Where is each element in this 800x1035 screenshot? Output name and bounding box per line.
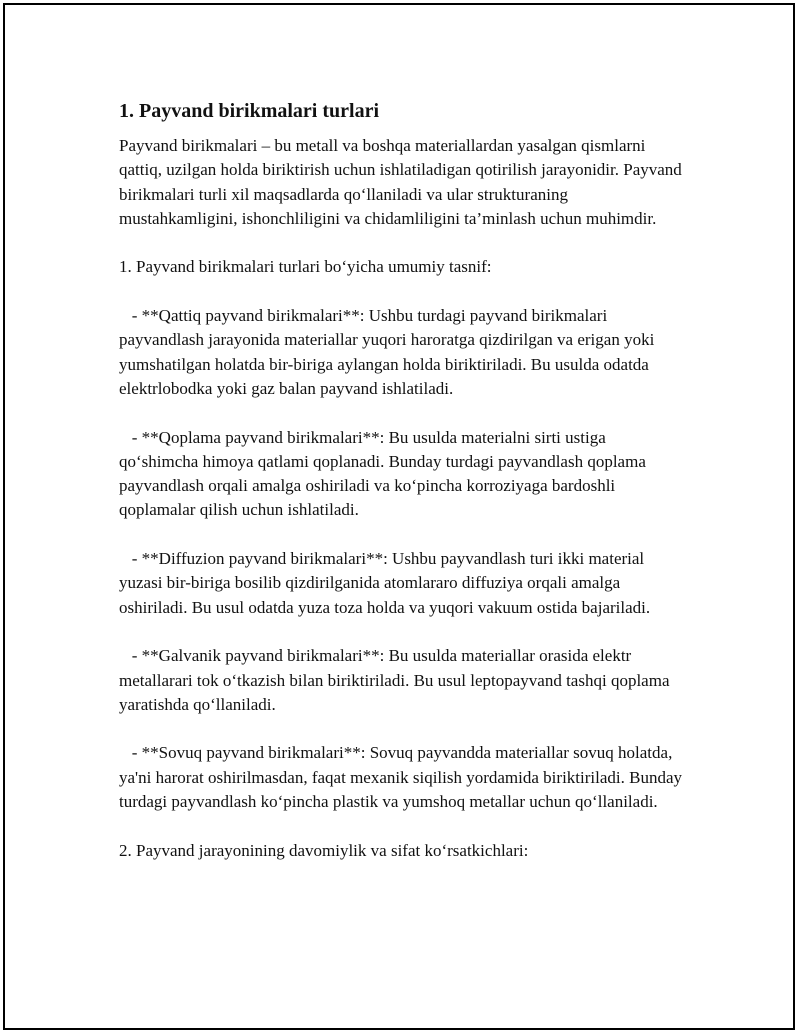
- section1-title: 1. Payvand birikmalari turlari bo‘yicha umumiy tasnif:: [119, 257, 492, 277]
- paragraph-gap: [119, 620, 689, 644]
- list-item-qoplama: - **Qoplama payvand birikmalari**: Bu usulda materialni sirti ustiga qo‘shimcha himoya qatlami qoplanadi. Bunday turdagi payvandlash qoplama payvandlash orqali amalga oshiriladi va ko‘pincha korroziyaga bardoshli qoplamalar qilish uchun ishlatiladi.: [119, 427, 651, 520]
- paragraph-gap: [119, 280, 689, 304]
- section2-title: 2. Payvand jarayonining davomiylik va sifat ko‘rsatkichlari:: [119, 840, 529, 860]
- intro-paragraph: Payvand birikmalari – bu metall va boshqa materiallardan yasalgan qismlarni qattiq, uzilgan holda biriktirish uchun ishlatiladigan qotirilish jarayonidir. Payvand birikmalari turli xil maqsadlarda qo‘llaniladi va ular strukturaning mustahkamligini, ishonchliligini va chidamliligini ta’minlash uchun muhimdir.: [119, 136, 682, 228]
- list-item-sovuq: - **Sovuq payvand birikmalari**: Sovuq payvandda materiallar sovuq holatda, ya'ni harorat oshirilmasdan, faqat mexanik siqilish yordamida biriktiriladi. Bunday turdagi payvandlash ko‘pincha plastik va yumshoq metallar uchun qo‘llaniladi.: [119, 743, 687, 812]
- page-frame: [3, 3, 795, 1030]
- paragraph-gap: [119, 717, 689, 741]
- document-body: [119, 98, 689, 863]
- paragraph-gap: [119, 231, 689, 255]
- paragraph-gap: [119, 523, 689, 547]
- paragraph-gap: [119, 814, 689, 838]
- list-item-diffuzion: - **Diffuzion payvand birikmalari**: Ushbu payvandlash turi ikki material yuzasi bir-biriga bosilib qizdirilganida atomlararo diffuziya orqali amalga oshiriladi. Bu usul odatda yuza toza holda va yuqori vakuum ostida bajariladi.: [119, 549, 651, 617]
- paragraph-gap: [119, 401, 689, 425]
- section-heading: 1. Payvand birikmalari turlari: [119, 100, 379, 122]
- list-item-galvanik: - **Galvanik payvand birikmalari**: Bu usulda materiallar orasida elektr metallarari tok o‘tkazish bilan biriktiriladi. Bu usul leptopayvand tashqi qoplama yaratishda qo‘llaniladi.: [119, 646, 674, 714]
- list-item-qattiq: - **Qattiq payvand birikmalari**: Ushbu turdagi payvand birikmalari payvandlash jarayonida materiallar yuqori haroratga qizdirilgan va erigan yoki yumshatilgan holatda bir-biriga aylangan holda biriktiriladi. Bu usulda odatda elektrlobodka yoki gaz balan payvand ishlatiladi.: [119, 306, 659, 398]
